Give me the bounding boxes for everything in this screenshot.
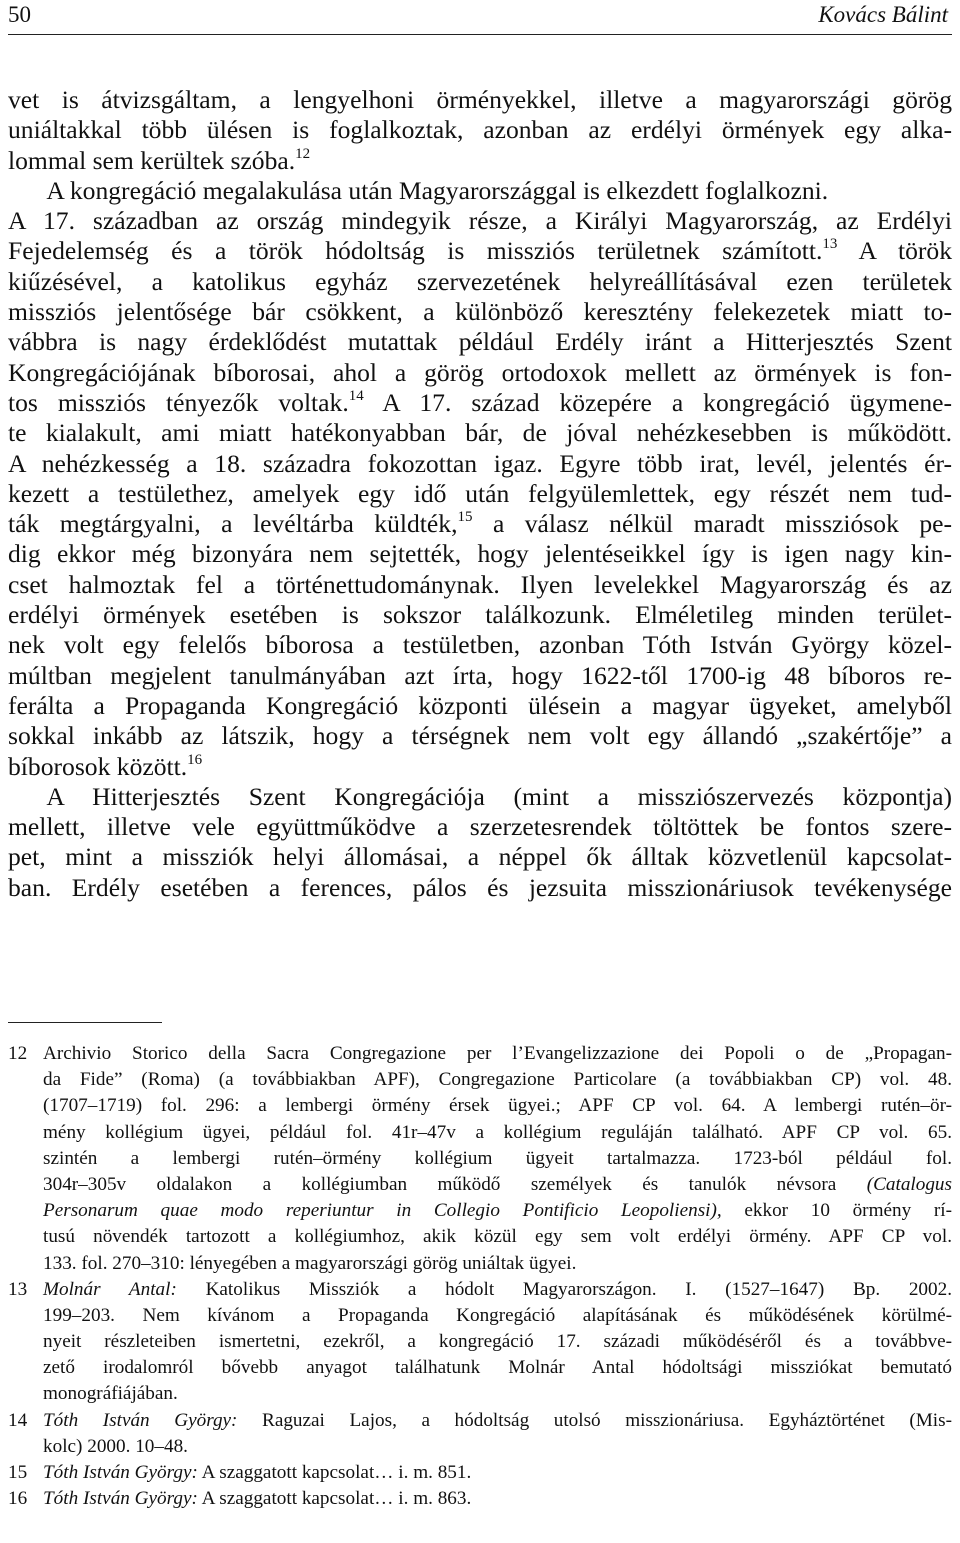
- footnote-text: 133. fol. 270–310: lényegében a magyarországi görög uniáltak ügyei.: [43, 1252, 577, 1274]
- footnotes: [8, 1041, 952, 1512]
- text-line: [8, 418, 952, 448]
- footnote-ref[interactable]: 12: [295, 145, 311, 162]
- line-text: ban. Erdély esetében a ferences, pálos és jezsuita misszionáriusok tevékenysége: [8, 872, 952, 902]
- citation-author: Tóth István György:: [43, 1409, 238, 1431]
- line-text: A 17. században az ország mindegyik része, a Királyi Magyarország, az Erdélyi: [8, 206, 952, 236]
- footnote-text: da Fide” (Roma) (a továbbiakban APF), Congregazione Particolare (a továbbiakban CP) vol. 48.: [43, 1069, 952, 1091]
- footnote-line: [43, 1277, 952, 1303]
- line-text: lommal sem kerültek szóba.: [8, 145, 296, 175]
- footnote-separator: [8, 1022, 162, 1023]
- line-text: sokkal inkább az látszik, hogy a térségnek nem volt egy állandó „szakértője” a: [8, 721, 952, 751]
- text-line: [8, 297, 952, 327]
- text-line: [8, 146, 952, 176]
- text-line: [8, 752, 952, 782]
- text-line: [8, 721, 952, 751]
- footnote: [8, 1277, 952, 1408]
- footnote-text: zető irodalomról bővebb anyagot találhatunk Molnár Antal hódoltsági missziókat bemutató: [43, 1357, 952, 1379]
- page-number: 50: [8, 2, 31, 27]
- footnote-text: mény kollégium ügyei, például fol. 41r–47v a kollégium reguláján található. APF CP vol. 65.: [43, 1121, 952, 1143]
- text-line: [8, 479, 952, 509]
- text-line: [8, 842, 952, 872]
- line-text: vábbra is nagy érdeklődést mutattak például Erdély iránt a Hitterjesztés Szent: [8, 327, 952, 357]
- footnote-number: 15: [8, 1462, 28, 1483]
- text-line: [8, 176, 952, 206]
- line-text-continued: a válasz nélkül maradt missziósok pe-: [472, 509, 952, 539]
- line-text: Fejedelemség és a török hódoltság is missziós területnek számított.: [8, 236, 823, 266]
- text-line: [8, 600, 952, 630]
- footnote-line: [43, 1198, 952, 1224]
- footnote-line: [43, 1251, 952, 1277]
- line-text: ták megtárgyalni, a levéltárba küldték,: [8, 509, 458, 539]
- footnote-line: [43, 1172, 952, 1198]
- footnote-line: [43, 1224, 952, 1250]
- footnote-text: monográfiájában.: [43, 1383, 178, 1405]
- text-line: [8, 388, 952, 418]
- footnote-text: Katolikus Missziók a hódolt Magyarországon. I. (1527–1647) Bp. 2002.: [176, 1278, 952, 1300]
- footnote-text: 304r–305v oldalakon a kollégiumban működő személyek és tanulók névsora: [43, 1173, 867, 1195]
- line-text: cset halmoztak fel a történettudománynak. Ilyen levelekkel Magyarország és az: [8, 569, 952, 599]
- footnote-line: [43, 1355, 952, 1381]
- text-line: [8, 873, 952, 903]
- footnote-number: 12: [8, 1043, 28, 1064]
- citation-author: Personarum quae modo reperiuntur in Collegio Pontificio Leopoliensi),: [43, 1200, 722, 1222]
- footnote-line: [43, 1120, 952, 1146]
- line-text: bíborosok között.: [8, 751, 188, 781]
- footnote-ref[interactable]: 16: [187, 751, 203, 768]
- footnote-text: Raguzai Lajos, a hódoltság utolsó misszionáriusa. Egyháztörténet (Mis-: [237, 1409, 952, 1431]
- line-text-continued: A török: [837, 236, 953, 266]
- line-text: te kialakult, ami miatt hatékonyabban bár, de jóval nehézkesebben is működött.: [8, 418, 952, 448]
- text-line: [8, 327, 952, 357]
- footnote-line: [43, 1303, 952, 1329]
- footnote: [8, 1408, 952, 1460]
- text-line: [8, 449, 952, 479]
- text-line: [8, 236, 952, 266]
- footnote-line: [43, 1093, 952, 1119]
- line-text: A Hitterjesztés Szent Kongregációja (mint a missziószervezés központja): [8, 781, 952, 811]
- citation-author: Tóth István György:: [43, 1462, 198, 1483]
- footnote: [8, 1041, 952, 1277]
- footnote-text: szintén a lembergi rutén–örmény kollégium ügyeit tartalmazza. 1723-ból például fol.: [43, 1147, 952, 1169]
- line-text: A kongregáció megalakulása után Magyarországgal is elkezdett foglalkozni.: [8, 175, 829, 205]
- text-line: [8, 812, 952, 842]
- text-line: [8, 782, 952, 812]
- footnote-ref[interactable]: 14: [348, 387, 364, 404]
- footnote-line: [43, 1486, 952, 1512]
- footnote: [8, 1486, 952, 1512]
- line-text: tos missziós tényezők voltak.: [8, 387, 349, 417]
- citation-author: Molnár Antal:: [43, 1278, 177, 1300]
- line-text: kiűzésével, a katolikus egyház szervezetének helyreállításával ezen területek: [8, 266, 952, 296]
- text-line: [8, 661, 952, 691]
- footnote-line: [43, 1041, 952, 1067]
- footnote-text: 199–203. Nem kívánom a Propaganda Kongregáció alapításának és működésének körülmé-: [43, 1304, 952, 1326]
- text-line: [8, 539, 952, 569]
- text-line: [8, 570, 952, 600]
- line-text: vet is átvizsgáltam, a lengyelhoni örményekkel, illetve a magyarországi görög: [8, 85, 952, 114]
- footnote-line: [43, 1146, 952, 1172]
- line-text: múltban megjelent tanulmányában azt írta, hogy 1622-től 1700-ig 48 bíboros re-: [8, 660, 952, 690]
- footnote-number: 16: [8, 1488, 28, 1510]
- text-line: [8, 691, 952, 721]
- citation-author: (Catalogus: [866, 1173, 952, 1195]
- text-line: [8, 630, 952, 660]
- running-head-author: Kovács Bálint: [818, 2, 948, 27]
- footnote-text: tusú növendék tartozott a kollégiumhoz, akik közül egy sem volt erdélyi örmény. APF CP vol.: [43, 1226, 952, 1248]
- footnote-text: nyeit részleteiben ismertetni, ezekről, a kongregáció 17. századi működéséről és a továbbve-: [43, 1331, 952, 1353]
- line-text: dig ekkor még bizonyára nem sejtették, hogy jelentéseikkel így is igen nagy kin-: [8, 539, 952, 569]
- footnote: [8, 1460, 952, 1486]
- line-text: ferálta a Propaganda Kongregáció központi ülésein a magyar ügyeket, amelyből: [8, 690, 952, 720]
- footnote-line: [43, 1067, 952, 1093]
- text-line: [8, 115, 952, 145]
- footnote-text: kolc) 2000. 10–48.: [43, 1435, 188, 1457]
- text-line: [8, 85, 952, 115]
- text-line: [8, 509, 952, 539]
- line-text: A nehézkesség a 18. századra fokozottan igaz. Egyre több irat, levél, jelentés ér-: [8, 448, 952, 478]
- line-text: erdélyi örmények esetében is sokszor találkozunk. Elméletileg minden terület-: [8, 600, 952, 630]
- footnote-text: A szaggatott kapcsolat… i. m. 851.: [197, 1462, 472, 1483]
- footnote-text: A szaggatott kapcsolat… i. m. 863.: [197, 1488, 472, 1510]
- footnote-text: (1707–1719) fol. 296: a lembergi örmény érsek ügyei.; APF CP vol. 64. A lembergi rutén–ör-: [43, 1095, 952, 1117]
- footnote-number: 13: [8, 1278, 28, 1300]
- main-text: [8, 85, 952, 903]
- line-text: uniáltakkal több ülésen is foglalkoztak, azonban az erdélyi örmények egy alka-: [8, 115, 952, 145]
- footnote-line: [43, 1460, 952, 1486]
- text-line: [8, 358, 952, 388]
- line-text: pet, mint a missziók helyi állomásai, a néppel ők álltak közvetlenül kapcsolat-: [8, 842, 952, 872]
- text-line: [8, 206, 952, 236]
- text-line: [8, 267, 952, 297]
- footnote-number: 14: [8, 1409, 28, 1431]
- footnote-line: [43, 1408, 952, 1434]
- line-text: Kongregációjának bíborosai, ahol a görög ortodoxok mellett az örmények is fon-: [8, 357, 952, 387]
- line-text: nek volt egy felelős bíborosa a testületben, azonban Tóth István György közel-: [8, 630, 952, 660]
- footnote-ref[interactable]: 15: [457, 509, 473, 526]
- footnote-line: [43, 1434, 952, 1460]
- running-header: [8, 0, 952, 35]
- footnote-ref[interactable]: 13: [822, 236, 838, 253]
- line-text: missziós jelentősége bár csökkent, a különböző keresztény felekezetek miatt to-: [8, 297, 952, 327]
- line-text: kezett a testülethez, amelyek egy idő után felgyülemlettek, egy részét nem tud-: [8, 478, 952, 508]
- footnote-text: ekkor 10 örmény rí-: [721, 1200, 952, 1222]
- footnote-text: Archivio Storico della Sacra Congregazione per l’Evangelizzazione dei Popoli o de „Propagan-: [43, 1043, 952, 1064]
- line-text: mellett, illetve vele együttműködve a szerzetesrendek töltöttek be fontos szere-: [8, 812, 952, 842]
- citation-author: Tóth István György:: [43, 1488, 198, 1510]
- footnote-line: [43, 1381, 952, 1407]
- line-text-continued: A 17. század közepére a kongregáció ügymene-: [363, 387, 952, 417]
- footnote-line: [43, 1329, 952, 1355]
